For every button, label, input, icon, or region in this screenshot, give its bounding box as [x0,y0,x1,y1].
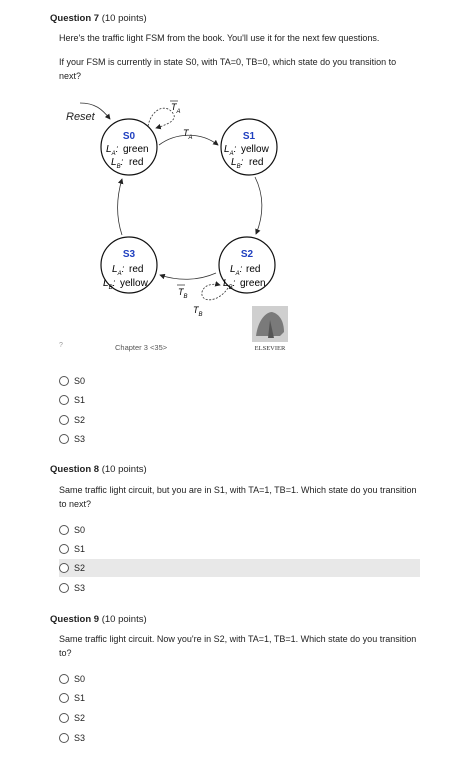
svg-text:ELSEVIER: ELSEVIER [254,345,286,352]
radio-button[interactable] [59,376,69,386]
svg-text:LB:: $L_B$: [111,157,124,170]
radio-button[interactable] [59,713,69,723]
option-label: S2 [74,415,86,425]
state-s0-lb: red [129,157,144,168]
q9-option-s1[interactable] [59,689,420,707]
option-label: S0 [74,674,86,684]
option-label: S1 [74,544,86,554]
question-9-header [50,614,147,625]
question-9-text: Same traffic light circuit. Now you're in S2, with TA=1, TB=1. Which state do you transition to? [59,634,417,658]
svg-text:LA:: $L_A$: [112,264,125,277]
option-label: S2 [74,563,86,573]
svg-text:TA: $T_A$ [171,102,181,115]
svg-text:LB:: $L_B$: [223,278,236,291]
state-s2 [219,237,275,293]
state-s2-la: red [246,264,261,275]
svg-text:TB: $T_B$ [178,287,188,300]
q7-option-s2[interactable] [59,411,420,429]
option-label: S1 [74,395,86,405]
s1-to-s2-arrow [255,177,262,234]
question-number: Question 9 [50,614,100,625]
state-s3-lb: yellow [120,278,148,289]
radio-button[interactable] [59,544,69,554]
q8-option-s3[interactable] [59,579,420,597]
radio-button[interactable] [59,693,69,703]
svg-text:LA:: $L_A$: [230,264,243,277]
state-s1-la: yellow [241,144,269,155]
radio-button[interactable] [59,563,69,573]
radio-button[interactable] [59,395,69,405]
state-s2-lb: green [240,278,266,289]
question-8-header [50,464,147,475]
state-s3-name: S3 [122,249,136,260]
radio-button[interactable] [59,583,69,593]
q8-option-s1[interactable] [59,540,420,558]
question-number: Question 7 [50,13,100,24]
option-label: S0 [74,376,86,386]
radio-button[interactable] [59,415,69,425]
elsevier-logo [250,306,290,352]
q9-option-s2[interactable] [59,709,420,727]
question-number: Question 8 [50,464,100,475]
question-7-text: If your FSM is currently in state S0, with TA=0, TB=0, which state do you transition to next? [59,57,397,81]
state-s3 [101,237,157,293]
option-label: S3 [74,434,86,444]
question-7-header [50,13,147,24]
state-s3-la: red [129,264,144,275]
svg-text:LB:: $L_B$: [103,278,116,291]
radio-button[interactable] [59,434,69,444]
q8-option-s0[interactable] [59,521,420,539]
option-label: S3 [74,733,86,743]
state-s1-name: S1 [242,131,256,142]
s2-to-s3-arrow [160,273,216,279]
svg-text:TB: $T_B$ [193,305,203,318]
state-s2-name: S2 [240,249,254,260]
state-s1-lb: red [249,157,264,168]
q7-option-s0[interactable] [59,372,420,390]
option-label: S2 [74,713,86,723]
option-label: S0 [74,525,86,535]
svg-text:LA:: $L_A$: [106,144,119,157]
radio-button[interactable] [59,525,69,535]
s3-to-s0-arrow [118,179,123,235]
radio-button[interactable] [59,733,69,743]
option-label: S1 [74,693,86,703]
state-s0-name: S0 [122,131,136,142]
radio-button[interactable] [59,674,69,684]
q9-option-s3[interactable] [59,729,420,747]
question-8-text: Same traffic light circuit, but you are in S1, with TA=1, TB=1. Which state do you transition to next? [59,485,417,509]
marker-text: ? [59,342,63,349]
reset-label: Reset [66,111,95,123]
question-points: (10 points) [101,13,147,24]
state-s1 [221,119,277,175]
state-s0 [101,119,157,175]
q7-option-s1[interactable] [59,391,420,409]
q9-option-s0[interactable] [59,670,420,688]
q8-option-s2[interactable] [59,559,420,577]
question-points: (10 points) [101,614,147,625]
q7-option-s3[interactable] [59,430,420,448]
option-label: S3 [74,583,86,593]
svg-text:TA: $T_A$ [183,128,193,141]
svg-text:LB:: $L_B$: [231,157,244,170]
question-points: (10 points) [101,464,147,475]
question-7-intro: Here's the traffic light FSM from the book. You'll use it for the next few questions. [59,33,380,43]
svg-text:LA:: $L_A$: [224,144,237,157]
chapter-label: Chapter 3 <35> [115,343,168,352]
state-s0-la: green [123,144,149,155]
